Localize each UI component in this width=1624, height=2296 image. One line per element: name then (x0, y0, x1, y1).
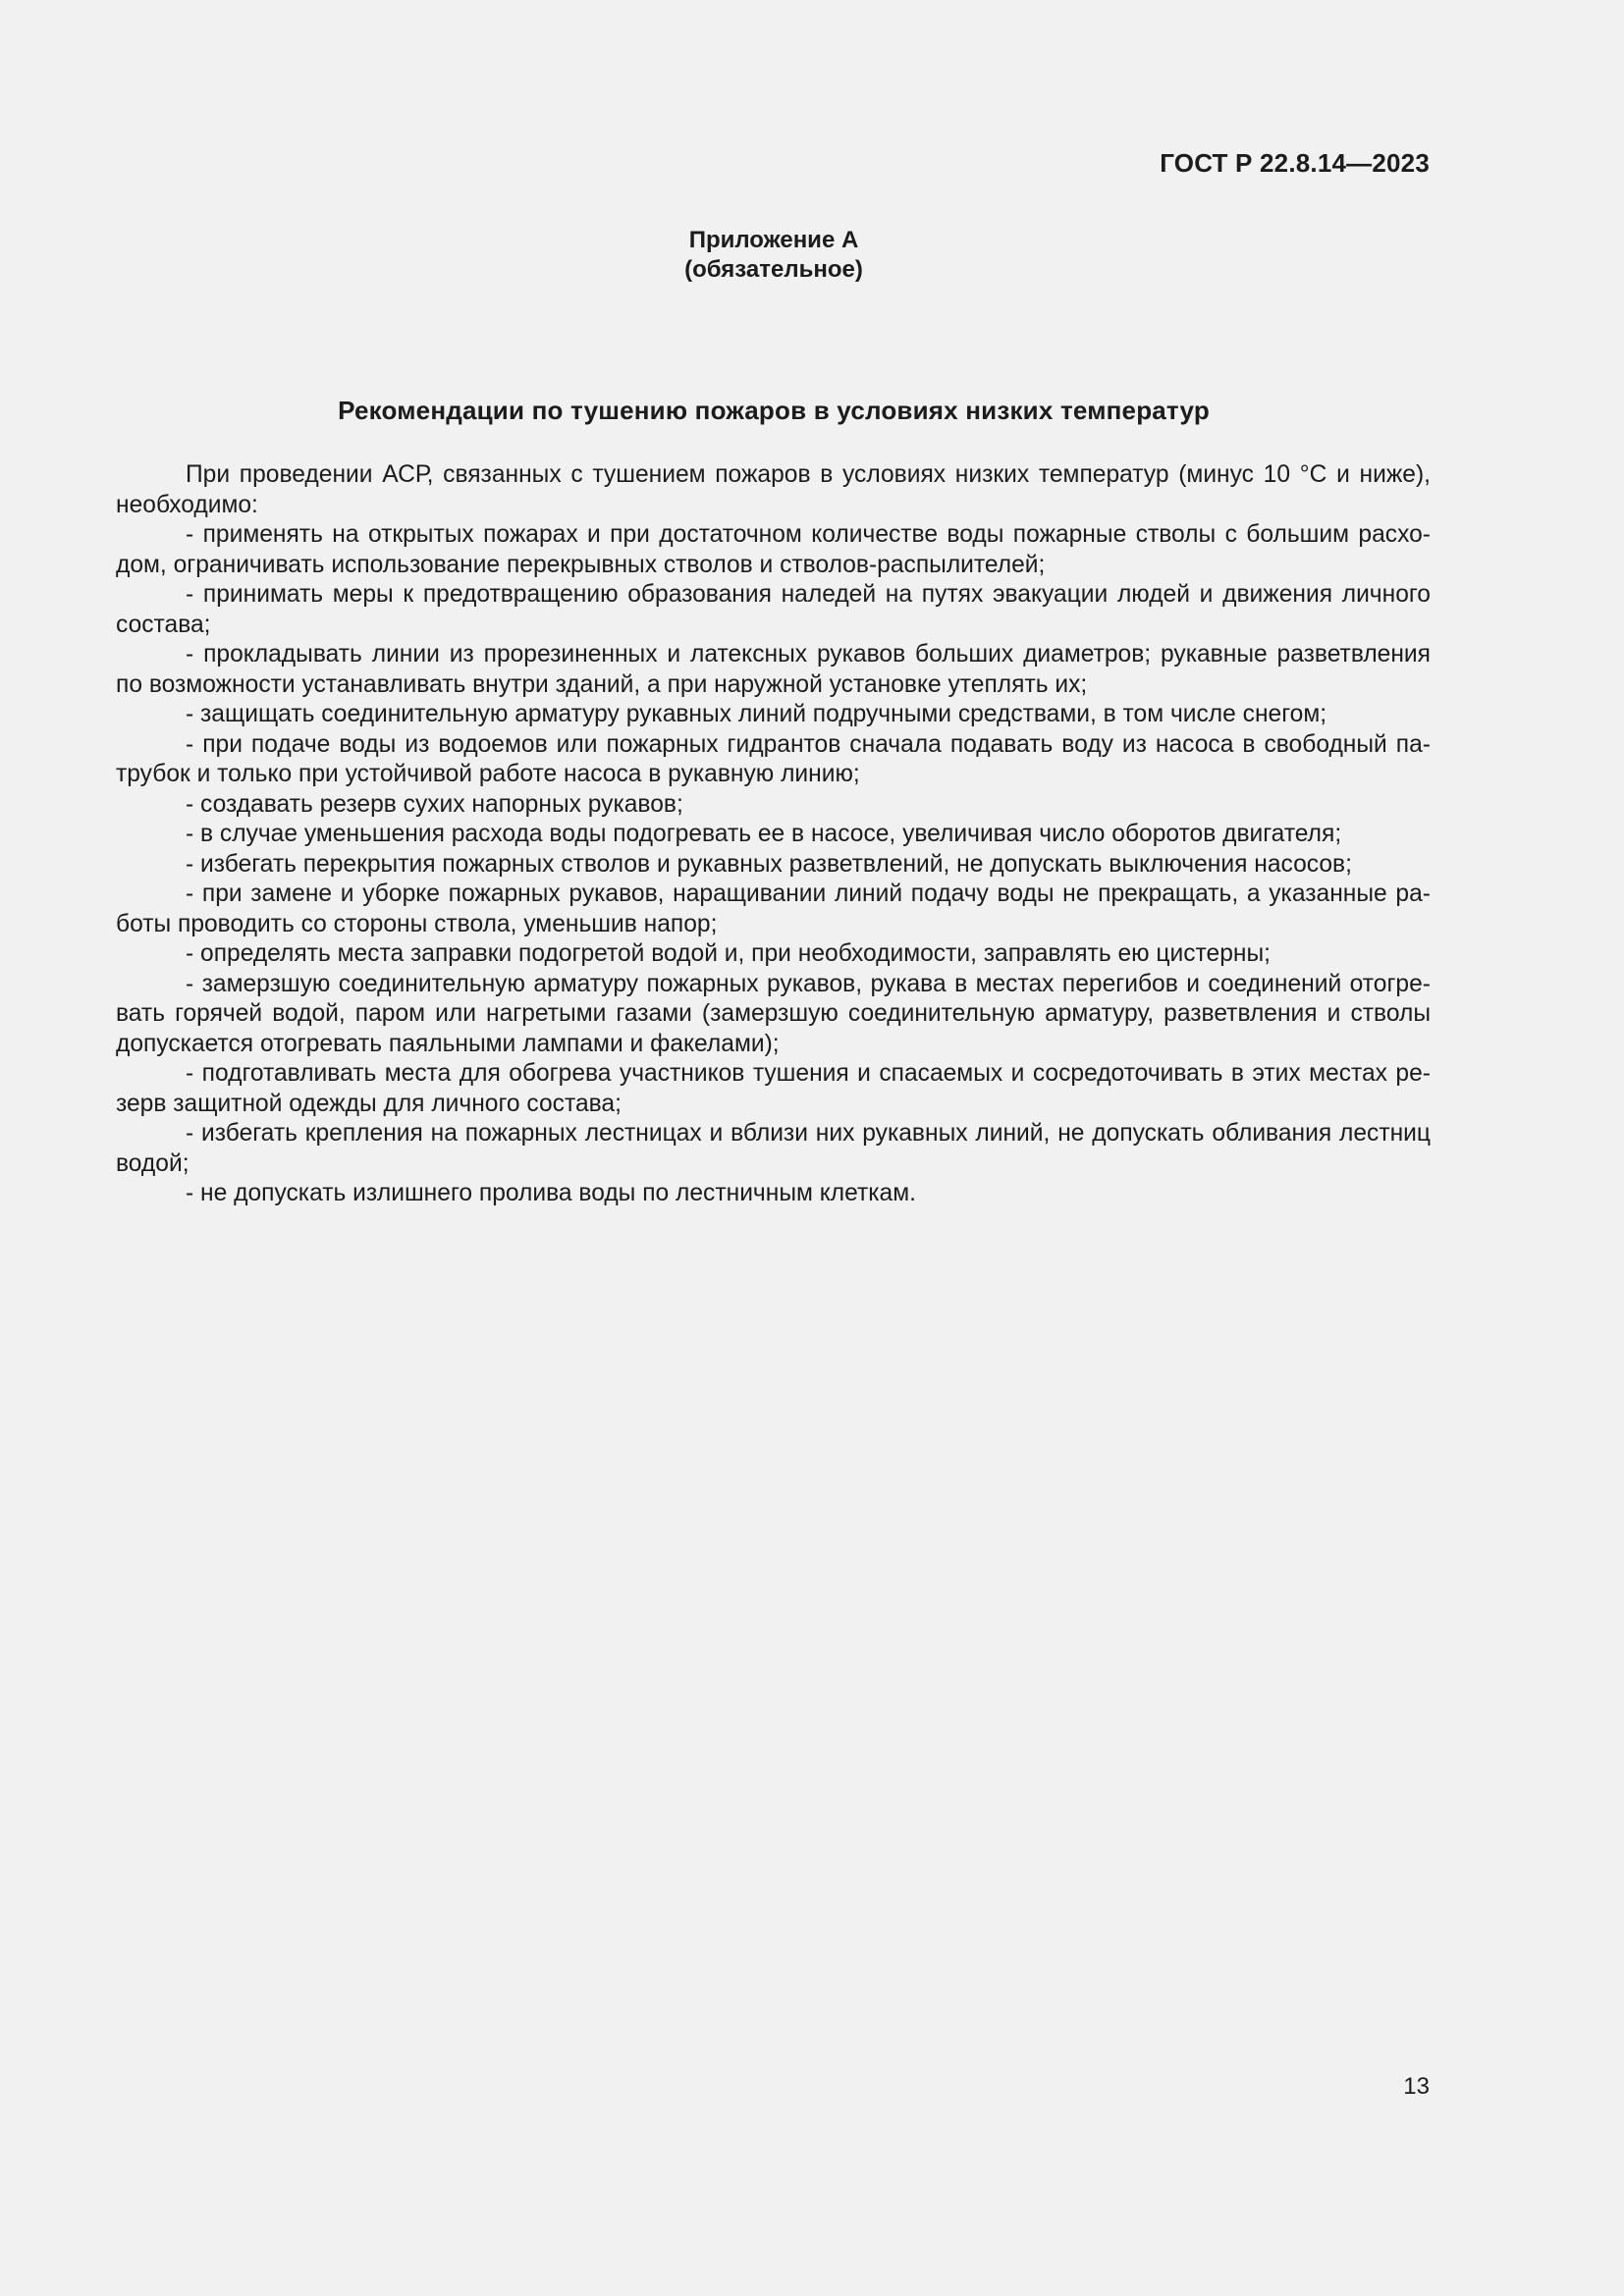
list-item: - не допускать излишнего пролива воды по лестничным клеткам. (186, 1180, 916, 1206)
list-item: - замерзшую соединительную арматуру пожарных рукавов, рукава в местах перегибов и соединений отогревать горячей водой, паром или нагретыми газами (замерзшую соединительную арматуру, разветвления и стволы допускается отогревать паяльными лампами и факелами); (116, 970, 1431, 1057)
list-item: - создавать резерв сухих напорных рукавов; (186, 790, 683, 818)
list-item: - избегать перекрытия пожарных стволов и рукавных разветвлений, не допускать выключения насосов; (186, 850, 1352, 878)
list-item: - подготавливать места для обогрева участников тушения и спасаемых и сосредоточивать в этих местах резерв защитной одежды для личного состава; (116, 1060, 1431, 1117)
list-item: - при подаче воды из водоемов или пожарных гидрантов сначала подавать воду из насоса в свободный патрубок и только при устойчивой работе насоса в рукавную линию; (116, 730, 1431, 787)
list-item: - в случае уменьшения расхода воды подогревать ее в насосе, увеличивая число оборотов двигателя; (186, 821, 1342, 847)
page-number: 13 (1403, 2073, 1430, 2100)
list-item: - защищать соединительную арматуру рукавных линий подручными средствами, в том числе снегом; (186, 701, 1327, 727)
list-item: - применять на открытых пожарах и при достаточном количестве воды пожарные стволы с большим расходом, ограничивать использование перекрывных стволов и стволов-распылителей; (116, 521, 1431, 578)
list-item: - избегать крепления на пожарных лестницах и вблизи них рукавных линий, не допускать обливания лестниц водой; (116, 1120, 1431, 1177)
list-item: - при замене и уборке пожарных рукавов, наращивании линий подачу воды не прекращать, а указанные работы проводить со стороны ствола, уменьшив напор; (116, 881, 1431, 937)
document-code: ГОСТ Р 22.8.14—2023 (1160, 148, 1430, 178)
list-item: - принимать меры к предотвращению образования наледей на путях эвакуации людей и движения личного состава; (116, 581, 1431, 638)
appendix-title: Приложение А (688, 227, 859, 253)
body-text (116, 460, 1431, 1209)
appendix-status: (обязательное) (684, 256, 863, 283)
list-item: - определять места заправки подогретой водой и, при необходимости, заправлять ею цистерны; (186, 940, 1271, 967)
section-title: Рекомендации по тушению пожаров в условиях низких температур (338, 396, 1210, 425)
intro-paragraph: При проведении АСР, связанных с тушением пожаров в условиях низких температур (минус 10 °С и ниже), необходимо: (116, 461, 1431, 518)
list-item: - прокладывать линии из прорезиненных и латексных рукавов больших диаметров; рукавные разветвления по возможности устанавливать внутри зданий, а при наружной установке утеплять их; (116, 641, 1431, 698)
appendix-heading (0, 226, 1547, 285)
